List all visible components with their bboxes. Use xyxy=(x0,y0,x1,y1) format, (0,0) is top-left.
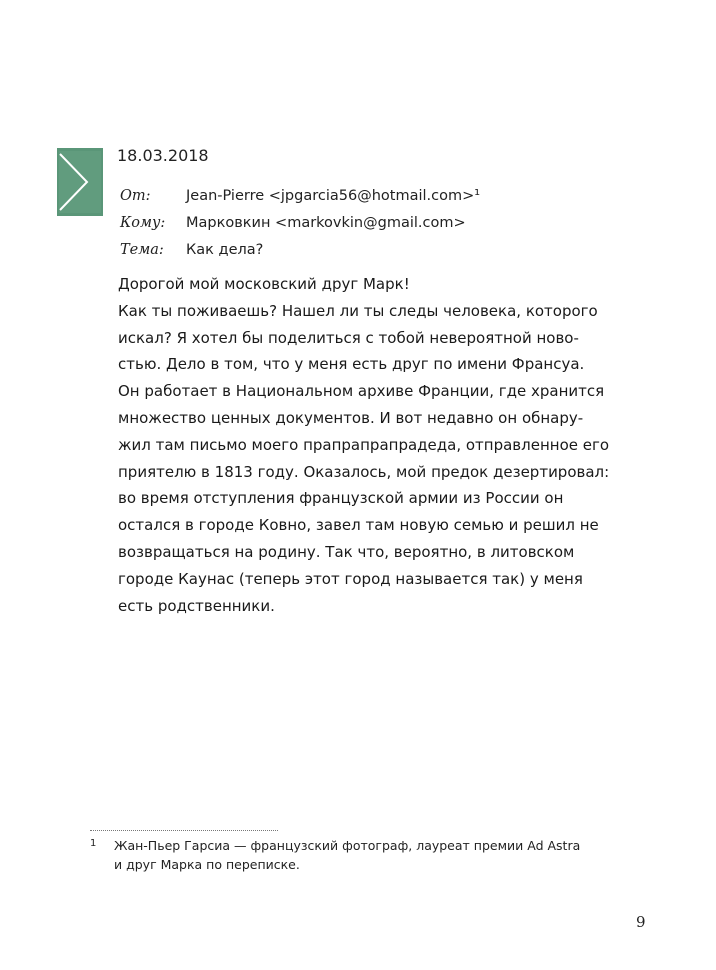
header-from xyxy=(120,183,480,210)
body-line: остался в городе Ковно, завел там новую семью и решил не xyxy=(118,516,599,535)
body-line: стью. Дело в том, что у меня есть друг по имени Франсуа. xyxy=(118,355,585,374)
header-from-value: Jean-Pierre <jpgarcia56@hotmail.com>¹ xyxy=(186,188,481,204)
email-headers xyxy=(120,183,480,264)
footnote-divider xyxy=(90,830,278,831)
body-line: Он работает в Национальном архиве Франции, где хранится xyxy=(118,382,605,401)
footnote-mark: 1 xyxy=(90,838,97,849)
body-line: возвращаться на родину. Так что, вероятно, в литовском xyxy=(118,542,575,561)
body-line: приятелю в 1813 году. Оказалось, мой предок дезертировал: xyxy=(118,462,610,481)
body-line: есть родственники. xyxy=(118,596,275,615)
header-subject xyxy=(120,237,480,264)
footnote xyxy=(90,836,580,874)
header-to xyxy=(120,210,480,237)
footnote-line: и друг Марка по переписке. xyxy=(114,857,300,872)
body-line: Дорогой мой московский друг Марк! xyxy=(118,275,410,293)
page-number: 9 xyxy=(636,913,646,931)
header-from-label: От: xyxy=(120,188,151,204)
footnote-line: Жан-Пьер Гарсиа — французский фотограф, лауреат премии Ad Astra xyxy=(114,838,581,853)
body-line: Как ты поживаешь? Нашел ли ты следы человека, которого xyxy=(118,301,598,320)
email-date: 18.03.2018 xyxy=(117,146,209,165)
email-body xyxy=(118,271,653,619)
header-to-value: Марковкин <markovkin@gmail.com> xyxy=(186,215,466,231)
header-subject-value: Как дела? xyxy=(186,242,264,258)
body-line: искал? Я хотел бы поделиться с тобой невероятной ново- xyxy=(118,328,579,347)
body-line: городе Каунас (теперь этот город называется так) у меня xyxy=(118,569,583,588)
header-subject-label: Тема: xyxy=(120,242,164,258)
body-line: жил там письмо моего прапрапрапрадеда, отправленное его xyxy=(118,435,610,454)
envelope-icon xyxy=(57,148,103,216)
body-line: во время отступления французской армии из России он xyxy=(118,489,564,508)
header-to-label: Кому: xyxy=(120,215,166,231)
body-line: множество ценных документов. И вот недавно он обнару- xyxy=(118,408,584,427)
